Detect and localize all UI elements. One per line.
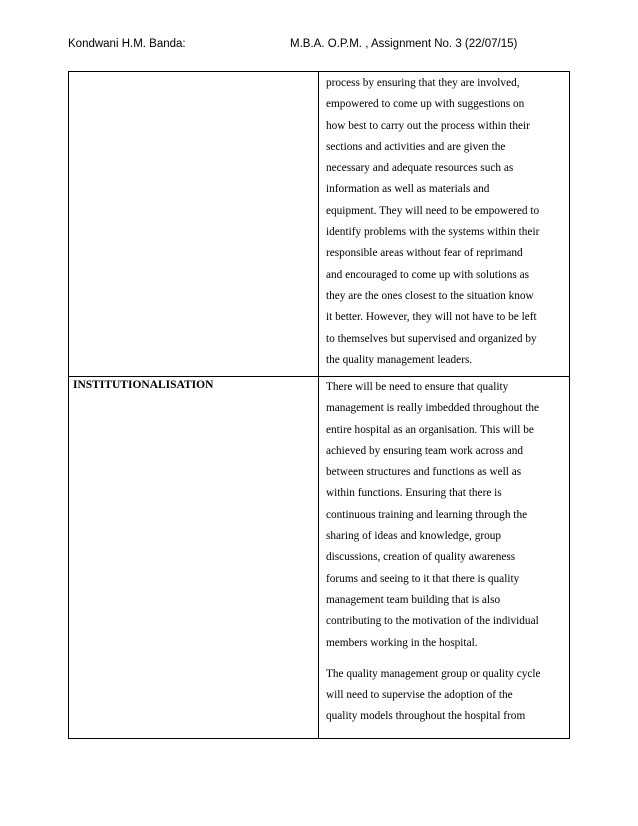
page-header [68, 38, 588, 58]
text-line: between structures and functions as well as [326, 466, 522, 479]
header-author: Kondwani H.M. Banda: [68, 38, 186, 50]
text-line: members working in the hospital. [326, 636, 478, 649]
text-line: discussions, creation of quality awareness [326, 551, 516, 564]
text-line: will need to supervise the adoption of the [326, 689, 513, 702]
text-line: The quality management group or quality cycle [326, 667, 541, 680]
table-row [69, 72, 570, 377]
row-paragraph [319, 377, 569, 654]
text-line: contributing to the motivation of the individual [326, 615, 539, 628]
row-paragraph [319, 664, 569, 728]
text-line: management team building that is also [326, 593, 501, 606]
text-line: they are the ones closest to the situation know [326, 289, 534, 302]
text-line: identify problems with the systems within their [326, 226, 540, 239]
paragraph-gap [319, 654, 569, 664]
row-paragraph [319, 72, 569, 371]
text-line: empowered to come up with suggestions on [326, 98, 525, 111]
row-label-cell [69, 377, 319, 739]
table-row [69, 377, 570, 739]
text-line: responsible areas without fear of reprimand [326, 247, 523, 260]
text-line: quality models throughout the hospital from [326, 710, 526, 723]
text-line: sections and activities and are given the [326, 140, 506, 153]
text-line: necessary and adequate resources such as [326, 162, 514, 175]
text-line: within functions. Ensuring that there is [326, 487, 502, 500]
row-label: INSTITUTIONALISATION [73, 379, 214, 391]
header-course-assignment: M.B.A. O.P.M. , Assignment No. 3 (22/07/15) [290, 38, 518, 50]
text-line: process by ensuring that they are involved, [326, 77, 520, 89]
row-label [69, 72, 318, 74]
text-line: and encouraged to come up with solutions as [326, 268, 529, 281]
text-line: how best to carry out the process within their [326, 119, 530, 132]
text-line: There will be need to ensure that quality [326, 381, 509, 393]
text-line: forums and seeing to it that there is quality [326, 572, 520, 585]
assignment-table [68, 71, 570, 739]
text-line: sharing of ideas and knowledge, group [326, 530, 502, 543]
row-text-cell [319, 72, 570, 377]
text-line: to themselves but supervised and organized by [326, 332, 537, 345]
text-line: entire hospital as an organisation. This will be [326, 423, 534, 436]
text-line: information as well as materials and [326, 183, 490, 196]
text-line: it better. However, they will not have to be left [326, 311, 537, 324]
row-label-cell [69, 72, 319, 377]
text-line: achieved by ensuring team work across and [326, 444, 524, 457]
text-line: the quality management leaders. [326, 353, 473, 366]
text-line: continuous training and learning through the [326, 508, 528, 521]
text-line: equipment. They will need to be empowered to [326, 204, 540, 217]
row-text-cell [319, 377, 570, 739]
text-line: management is really imbedded throughout the [326, 402, 540, 415]
